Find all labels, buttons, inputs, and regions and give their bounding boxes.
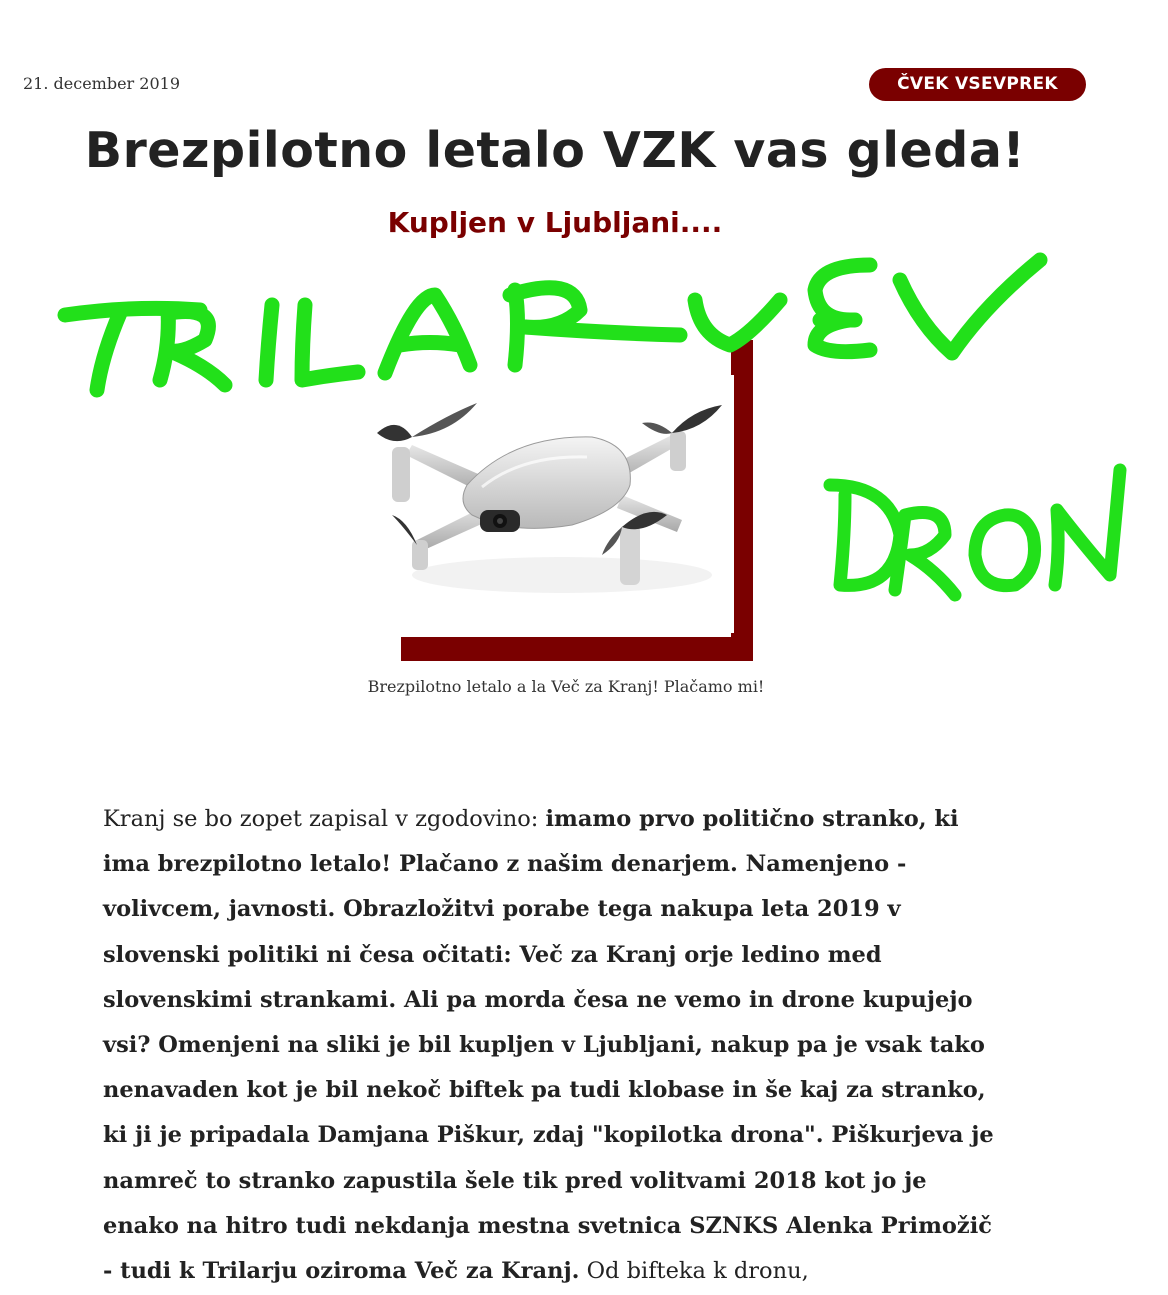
scribble-trilarjev-overlay xyxy=(40,235,1070,420)
article-body xyxy=(103,797,1008,1294)
body-tail: Od bifteka k dronu, xyxy=(579,1258,809,1285)
image-frame-horizontal xyxy=(401,637,753,661)
post-title: Brezpilotno letalo VZK vas gleda! xyxy=(84,122,1026,179)
body-intro: Kranj se bo zopet zapisal v zgodovino: xyxy=(103,806,546,832)
image-caption: Brezpilotno letalo a la Več za Kranj! Plačamo mi! xyxy=(367,677,765,696)
post-subtitle: Kupljen v Ljubljani.... xyxy=(387,206,723,239)
post-date: 21. december 2019 xyxy=(23,74,181,93)
body-bold: imamo prvo politično stranko, ki ima brezpilotno letalo! Plačano z našim denarjem. Namenjeno - volivcem, javnosti. Obrazložitvi porabe tega nakupa leta 2019 v slovenski politiki ni česa očitati: Več za Kranj orje ledino med slovenskimi strankami. Ali pa morda česa ne vemo in drone kupujejo vsi? Omenjeni na sliki je bil kupljen v Ljubljani, nakup pa je vsak tako nenavaden kot je bil nekoč biftek pa tudi klobase in še kaj za stranko, ki ji je pripadala Damjana Piškur, zdaj "kopilotka drona". Piškurjeva je namreč to stranko zapustila šele tik pred volitvami 2018 kot jo je enako na hitro tudi nekdanja mestna svetnica SZNKS Alenka Primožič - tudi k Trilarju oziroma Več za Kranj. xyxy=(103,806,994,1285)
category-badge[interactable]: ČVEK VSEVPREK xyxy=(869,68,1086,101)
scribble-dron-overlay xyxy=(815,455,1145,615)
